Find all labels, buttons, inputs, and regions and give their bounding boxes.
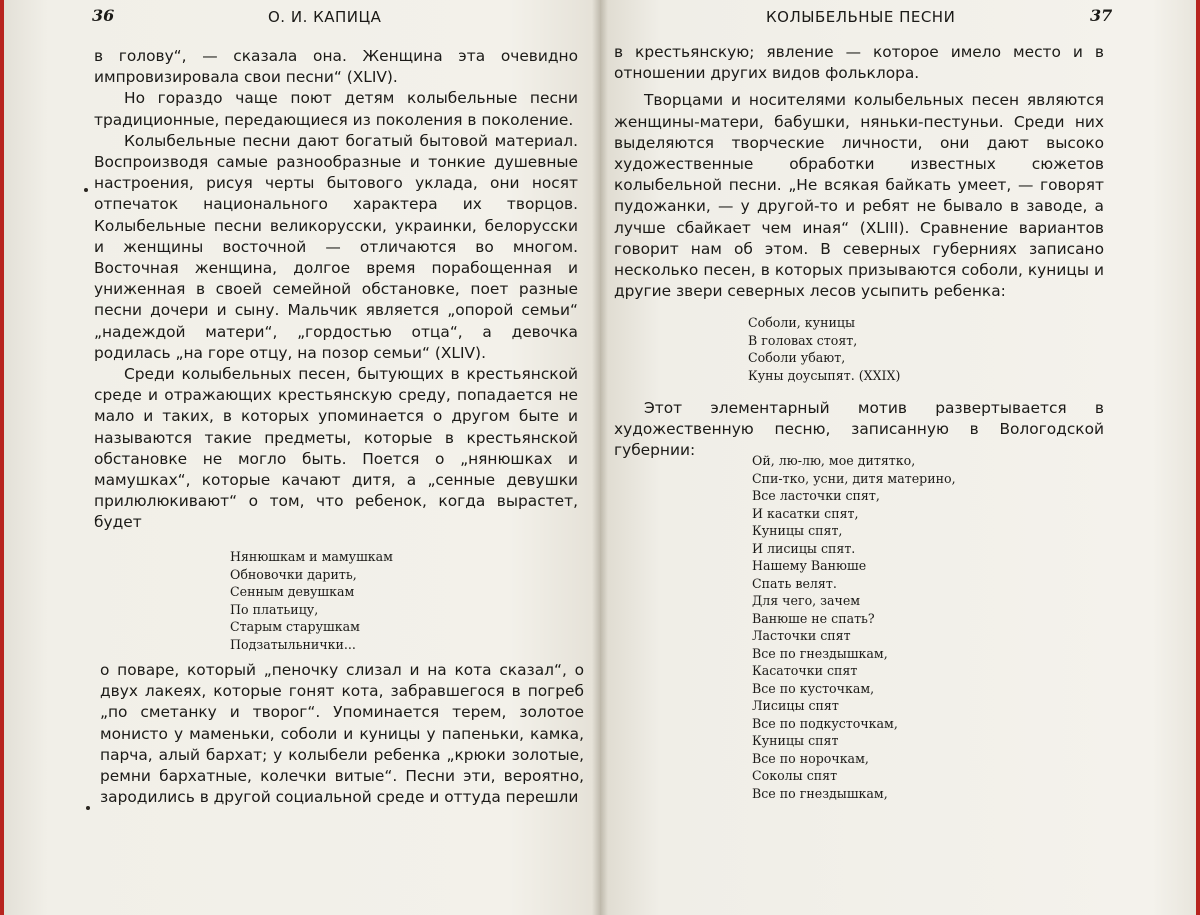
verse-line: Спать велят. — [752, 575, 837, 591]
right-prose-top — [614, 42, 1104, 302]
left-paragraph-3: Колыбельные песни дают богатый бытовой материал. Воспроизводя самые разнообразные и тонкие душевные настроения, рисуя черты бытового уклада, они носят отпечаток национального характера их творцов. Колыбельные песни великорусски, украинки, белорусски и женщины восточной — отличаются во многом. Восточная женщина, долгое время порабощенная и униженная в своей семейной обстановке, поет разные песни дочери и сыну. Мальчик является „опорой семьи“ „надеждой матери“, „гордостью отца“, а девочка родилась „на горе отцу, на позор семьи“ (XLIV). — [94, 131, 578, 362]
right-edge-mark — [1196, 0, 1200, 915]
verse-line: Подзатыльнички... — [230, 636, 356, 652]
verse-line: Куницы спят, — [752, 523, 843, 538]
right-paragraph-3: Этот элементарный мотив развертывается в художественную песню, записанную в Вологодской губернии: — [614, 399, 1104, 460]
left-edge-mark — [0, 0, 4, 915]
left-paragraph-2: Но гораздо чаще поют детям колыбельные песни традиционные, передающиеся из поколения в поколение. — [94, 89, 578, 129]
verse-line: И касатки спят, — [752, 505, 859, 521]
left-page-number: 36 — [92, 6, 115, 25]
verse-line: Все по гнездышкам, — [752, 645, 888, 661]
book-gutter — [592, 0, 608, 915]
verse-line: Куницы спят — [752, 733, 839, 748]
verse-line: Соколы спят — [752, 768, 838, 783]
right-paragraph-1: в крестьянскую; явление — которое имело место и в отношении других видов фольклора. — [614, 43, 1104, 83]
verse-line: Все ласточки спят, — [752, 488, 880, 503]
verse-line: Для чего, зачем — [752, 593, 861, 608]
verse-line: Все по гнездышкам, — [752, 785, 888, 801]
verse-line: Нянюшкам и мамушкам — [230, 549, 393, 564]
verse-line: Нашему Ванюше — [752, 558, 867, 573]
verse-line: Ой, лю-лю, мое дитятко, — [752, 453, 916, 468]
left-paragraph-4: Среди колыбельных песен, бытующих в крестьянской среде и отражающих крестьянскую среду, попадается не мало и таких, в которых упоминается о другом быте и называются такие предметы, которые в крестьянской обстановке не могло быть. Поется о „нянюшках и мамушках“, которые качают дитя, а „сенные девушки прилюлюкивают“ о том, что ребенок, когда вырастет, будет — [94, 365, 578, 532]
verse-line: Все по подкусточкам, — [752, 715, 898, 731]
right-verse-block-1 — [748, 314, 900, 384]
verse-line: Ласточки спят — [752, 628, 851, 643]
right-paragraph-2: Творцами и носителями колыбельных песен являются женщины-матери, бабушки, няньки-пестуньи. Среди них выделяются творческие личности, они дают высоко художественные обработки известных сюжетов колыбельной песни. „Не всякая байкать умеет, — говорят пудожанки, — у другой-то и ребят не бывало в заводе, а лучше сбайкает чем иная“ (XLIII). Сравнение вариантов говорит нам об этом. В северных губерниях записано несколько песен, в которых призываются соболи, куницы и другие звери северных лесов усыпить ребенка: — [614, 91, 1104, 301]
margin-mark — [86, 806, 90, 810]
verse-line: В головах стоят, — [748, 332, 858, 348]
verse-line: Обновочки дарить, — [230, 566, 357, 582]
verse-line: Все по кусточкам, — [752, 680, 875, 696]
left-running-head: О. И. КАПИЦА — [268, 8, 382, 26]
verse-line: Сенным девушкам — [230, 584, 355, 599]
margin-mark — [84, 188, 88, 192]
left-prose-top — [94, 46, 578, 534]
right-page-number: 37 — [1090, 6, 1113, 25]
verse-line: Спи-тко, усни, дитя материно, — [752, 470, 956, 486]
verse-line: Касаточки спят — [752, 663, 858, 678]
verse-line: Соболи, куницы — [748, 315, 855, 330]
verse-line: Лисицы спят — [752, 698, 839, 713]
left-paragraph-5: о поваре, который „пеночку слизал и на кота сказал“, о двух лакеях, которые гонят кота, забравшегося в погреб „по сметанку и творог“. Упоминается терем, золотое монисто у маменьки, соболи и куницы у папеньки, камка, парча, алый бархат; у колыбели ребенка „крюки золотые, ремни бархатные, колечки витые“. Песни эти, вероятно, зародились в другой социальной среде и оттуда перешли — [100, 661, 584, 807]
verse-line: Ванюше не спать? — [752, 610, 875, 626]
left-verse-block — [230, 548, 393, 653]
left-paragraph-1: в голову“, — сказала она. Женщина эта очевидно импровизировала свои песни“ (XLIV). — [94, 47, 578, 87]
verse-line: Куны доусыпят. (XXIX) — [748, 367, 901, 383]
right-page — [600, 0, 1200, 915]
verse-line: Старым старушкам — [230, 619, 360, 634]
right-running-head: КОЛЫБЕЛЬНЫЕ ПЕСНИ — [766, 8, 956, 26]
verse-line: Соболи убают, — [748, 350, 846, 365]
verse-line: И лисицы спят. — [752, 540, 856, 556]
right-verse-block-2 — [752, 452, 956, 802]
verse-line: По платьицу, — [230, 601, 319, 617]
verse-line: Все по норочкам, — [752, 750, 869, 766]
left-prose-bottom — [100, 660, 584, 808]
